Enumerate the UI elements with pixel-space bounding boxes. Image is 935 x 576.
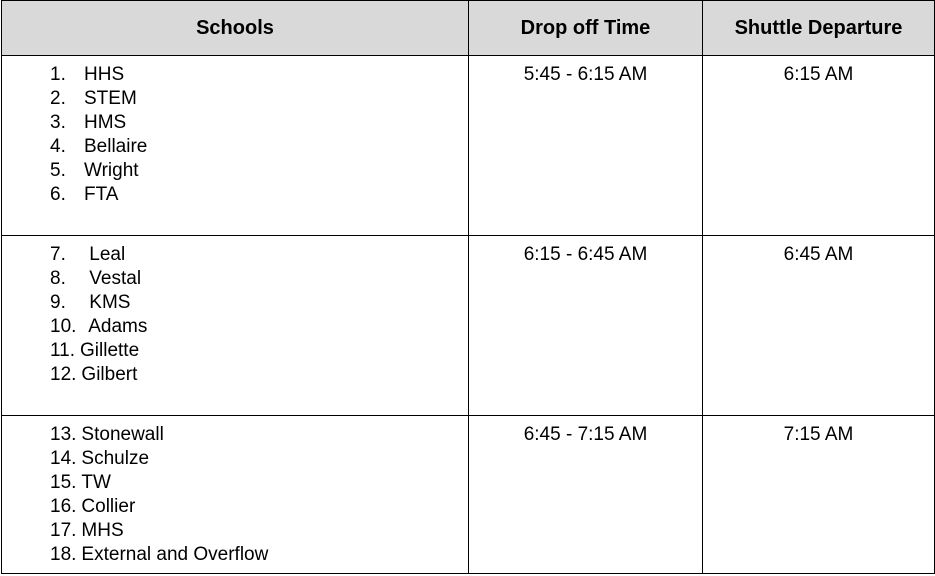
- list-item: [50, 363, 468, 387]
- list-item: [50, 471, 468, 495]
- list-item: [50, 315, 468, 339]
- schools-cell: [2, 416, 469, 574]
- item-number: 18.: [50, 544, 77, 565]
- item-number: 17.: [50, 520, 77, 541]
- school-name: Vestal: [84, 268, 142, 289]
- item-number: 7.: [50, 244, 66, 265]
- item-number: 14.: [50, 448, 77, 469]
- table-row: [2, 236, 935, 416]
- list-item: [50, 495, 468, 519]
- list-item: [50, 447, 468, 471]
- item-number: 16.: [50, 496, 77, 517]
- school-name: MHS: [81, 520, 124, 541]
- item-number: 12.: [50, 364, 77, 385]
- header-row: [2, 1, 935, 56]
- item-number: 10.: [50, 316, 77, 337]
- school-name: HMS: [84, 112, 127, 133]
- school-name: Adams: [84, 316, 148, 337]
- list-item: [50, 243, 468, 267]
- shuttle-departure-column-header: Shuttle Departure: [703, 1, 935, 56]
- list-item: [50, 183, 468, 207]
- list-item: [50, 519, 468, 543]
- item-number: 6.: [50, 184, 66, 205]
- schools-cell: [2, 236, 469, 416]
- item-number: 9.: [50, 292, 66, 313]
- shuttle-departure-cell: 6:45 AM: [703, 236, 935, 416]
- list-item: [50, 87, 468, 111]
- list-item: [50, 63, 468, 87]
- school-name: FTA: [84, 184, 119, 205]
- school-list: [2, 423, 468, 567]
- list-item: [50, 423, 468, 447]
- school-list: [2, 63, 468, 207]
- list-item: [50, 543, 468, 567]
- school-name: STEM: [84, 88, 137, 109]
- item-number: 8.: [50, 268, 66, 289]
- item-number: 2.: [50, 88, 66, 109]
- drop-off-time-cell: 5:45 - 6:15 AM: [469, 56, 703, 236]
- schools-cell: [2, 56, 469, 236]
- school-name: Stonewall: [81, 424, 164, 445]
- list-item: [50, 339, 468, 363]
- shuttle-departure-cell: 6:15 AM: [703, 56, 935, 236]
- school-list: [2, 243, 468, 387]
- item-number: 4.: [50, 136, 66, 157]
- item-number: 13.: [50, 424, 77, 445]
- item-number: 3.: [50, 112, 66, 133]
- school-name: External and Overflow: [81, 544, 269, 565]
- list-item: [50, 291, 468, 315]
- list-item: [50, 159, 468, 183]
- drop-off-time-cell: 6:45 - 7:15 AM: [469, 416, 703, 574]
- school-name: TW: [81, 472, 111, 493]
- item-number: 5.: [50, 160, 66, 181]
- item-number: 11.: [50, 340, 76, 361]
- school-name: Bellaire: [84, 136, 148, 157]
- list-item: [50, 135, 468, 159]
- school-name: Collier: [81, 496, 136, 517]
- shuttle-departure-cell: 7:15 AM: [703, 416, 935, 574]
- table-row: [2, 56, 935, 236]
- list-item: [50, 267, 468, 291]
- school-name: Wright: [84, 160, 139, 181]
- schools-column-header: Schools: [2, 1, 469, 56]
- school-name: Gilbert: [81, 364, 138, 385]
- drop-off-time-column-header: Drop off Time: [469, 1, 703, 56]
- list-item: [50, 111, 468, 135]
- drop-off-time-cell: 6:15 - 6:45 AM: [469, 236, 703, 416]
- table-row: [2, 416, 935, 574]
- school-name: HHS: [84, 64, 125, 85]
- school-name: Schulze: [81, 448, 150, 469]
- school-name: Gillette: [80, 340, 140, 361]
- item-number: 15.: [50, 472, 77, 493]
- item-number: 1.: [50, 64, 66, 85]
- school-name: Leal: [84, 244, 126, 265]
- shuttle-schedule-table: [1, 0, 935, 574]
- school-name: KMS: [84, 292, 131, 313]
